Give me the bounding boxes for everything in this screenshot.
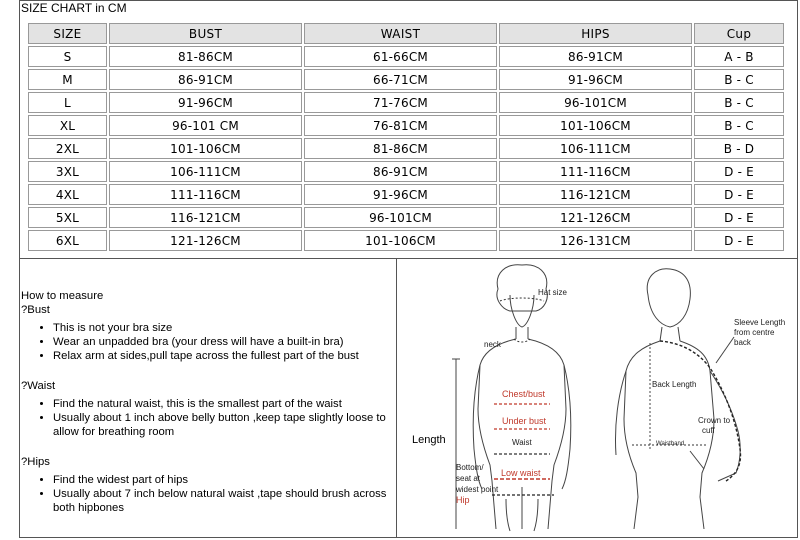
- measure-sections: [21, 303, 393, 515]
- size-chart-table: [26, 21, 786, 253]
- header-hips: HIPS: [499, 23, 692, 44]
- table-cell: 96-101 CM: [109, 115, 302, 136]
- how-to-measure-heading: How to measure: [21, 290, 104, 302]
- table-row: [28, 184, 784, 205]
- table-cell: 111-116CM: [499, 161, 692, 182]
- table-header-row: [28, 23, 784, 44]
- table-cell: 5XL: [28, 207, 107, 228]
- table-cell: D - E: [694, 184, 784, 205]
- table-row: [28, 92, 784, 113]
- waist-label: Waist: [512, 438, 532, 447]
- table-cell: D - E: [694, 230, 784, 251]
- bottom-label-2: seat at: [456, 474, 481, 483]
- back-head-outline: [647, 269, 690, 327]
- table-body: [28, 46, 784, 251]
- back-length-label: Back Length: [652, 380, 697, 389]
- list-item: • This is not your bra size: [53, 321, 393, 335]
- bottom-label-3: widest point: [456, 485, 499, 494]
- measure-section-title: ?Bust: [21, 304, 50, 316]
- table-row: [28, 69, 784, 90]
- table-cell: 126-131CM: [499, 230, 692, 251]
- table-cell: 81-86CM: [304, 138, 497, 159]
- table-cell: 81-86CM: [109, 46, 302, 67]
- length-label: Length: [412, 434, 446, 446]
- sleeve-length-label-2: from centre: [734, 328, 775, 337]
- table-cell: XL: [28, 115, 107, 136]
- table-cell: 76-81CM: [304, 115, 497, 136]
- table-cell: 66-71CM: [304, 69, 497, 90]
- section-spacer: [21, 363, 393, 379]
- measure-instructions: [21, 397, 393, 439]
- table-cell: 96-101CM: [499, 92, 692, 113]
- table-cell: 91-96CM: [304, 184, 497, 205]
- how-to-measure: [21, 289, 393, 515]
- list-item: • Relax arm at sides,pull tape across the fullest part of the bust: [53, 349, 393, 363]
- table-cell: 101-106CM: [499, 115, 692, 136]
- list-item: • Usually about 7 inch below natural waist ,tape should brush across both hipbones: [53, 487, 393, 515]
- sleeve-length-label-1: Sleeve Length: [734, 318, 786, 327]
- back-neck-outline: [660, 327, 680, 341]
- table-cell: 121-126CM: [109, 230, 302, 251]
- neck-tape: [514, 339, 530, 342]
- sleeve-length-tape: [660, 341, 740, 481]
- table-cell: 101-106CM: [304, 230, 497, 251]
- table-cell: 61-66CM: [304, 46, 497, 67]
- measure-instructions: [21, 473, 393, 515]
- header-cup: Cup: [694, 23, 784, 44]
- column-divider: [396, 258, 397, 538]
- list-item: • Wear an unpadded bra (your dress will have a built-in bra): [53, 335, 393, 349]
- crown-to-cuff-label-1: Crown to: [698, 416, 731, 425]
- table-cell: D - E: [694, 207, 784, 228]
- table-cell: M: [28, 69, 107, 90]
- header-bust: BUST: [109, 23, 302, 44]
- hat-tape: [500, 298, 544, 301]
- table-cell: S: [28, 46, 107, 67]
- measure-section-title: ?Hips: [21, 456, 50, 468]
- table-cell: 6XL: [28, 230, 107, 251]
- table-cell: 96-101CM: [304, 207, 497, 228]
- table-cell: 121-126CM: [499, 207, 692, 228]
- table-cell: L: [28, 92, 107, 113]
- front-right-arm: [562, 365, 571, 489]
- table-row: [28, 207, 784, 228]
- measure-instructions: [21, 321, 393, 363]
- table-row: [28, 46, 784, 67]
- back-torso-outline: [624, 341, 714, 529]
- table-cell: 101-106CM: [109, 138, 302, 159]
- table-cell: D - E: [694, 161, 784, 182]
- measure-section-title: ?Waist: [21, 380, 56, 392]
- table-row: [28, 230, 784, 251]
- table-cell: 86-91CM: [109, 69, 302, 90]
- waistband-label: Waistband: [656, 441, 685, 447]
- table-row: [28, 138, 784, 159]
- hat-size-label: Hat size: [538, 288, 567, 297]
- table-cell: 106-111CM: [499, 138, 692, 159]
- list-item: • Find the natural waist, this is the smallest part of the waist: [53, 397, 393, 411]
- waist-pointer: [690, 451, 704, 469]
- table-cell: B - C: [694, 92, 784, 113]
- table-cell: 2XL: [28, 138, 107, 159]
- table-cell: 111-116CM: [109, 184, 302, 205]
- front-neck-outline: [516, 327, 528, 339]
- table-cell: 91-96CM: [499, 69, 692, 90]
- table-cell: 71-76CM: [304, 92, 497, 113]
- table-cell: A - B: [694, 46, 784, 67]
- crown-to-cuff-label-2: cuff: [702, 426, 715, 435]
- sleeve-pointer: [716, 337, 734, 363]
- bottom-label-1: Bottom/: [456, 463, 484, 472]
- header-waist: WAIST: [304, 23, 497, 44]
- table-cell: 91-96CM: [109, 92, 302, 113]
- list-item: • Find the widest part of hips: [53, 473, 393, 487]
- table-cell: 4XL: [28, 184, 107, 205]
- table-cell: 116-121CM: [109, 207, 302, 228]
- table-cell: 86-91CM: [304, 161, 497, 182]
- table-cell: B - D: [694, 138, 784, 159]
- chest-bust-label: Chest/bust: [502, 389, 546, 399]
- hip-label: Hip: [456, 495, 470, 505]
- table-cell: B - C: [694, 115, 784, 136]
- table-cell: 3XL: [28, 161, 107, 182]
- table-row: [28, 115, 784, 136]
- table-cell: 116-121CM: [499, 184, 692, 205]
- header-size: SIZE: [28, 23, 107, 44]
- neck-label: neck: [484, 340, 501, 349]
- measurement-diagram: [398, 259, 798, 538]
- front-legs-outline: [506, 487, 538, 531]
- body-measurement-illustration: [398, 259, 798, 538]
- list-item: • Usually about 1 inch above belly button ,keep tape slightly loose to allow for breathing room: [53, 411, 393, 439]
- size-chart-title: SIZE CHART in CM: [21, 1, 127, 15]
- under-bust-label: Under bust: [502, 416, 547, 426]
- table-row: [28, 161, 784, 182]
- table-cell: B - C: [694, 69, 784, 90]
- low-waist-label: Low waist: [501, 468, 541, 478]
- table-cell: 106-111CM: [109, 161, 302, 182]
- sleeve-length-label-3: back: [734, 338, 751, 347]
- table-cell: 86-91CM: [499, 46, 692, 67]
- section-spacer: [21, 439, 393, 455]
